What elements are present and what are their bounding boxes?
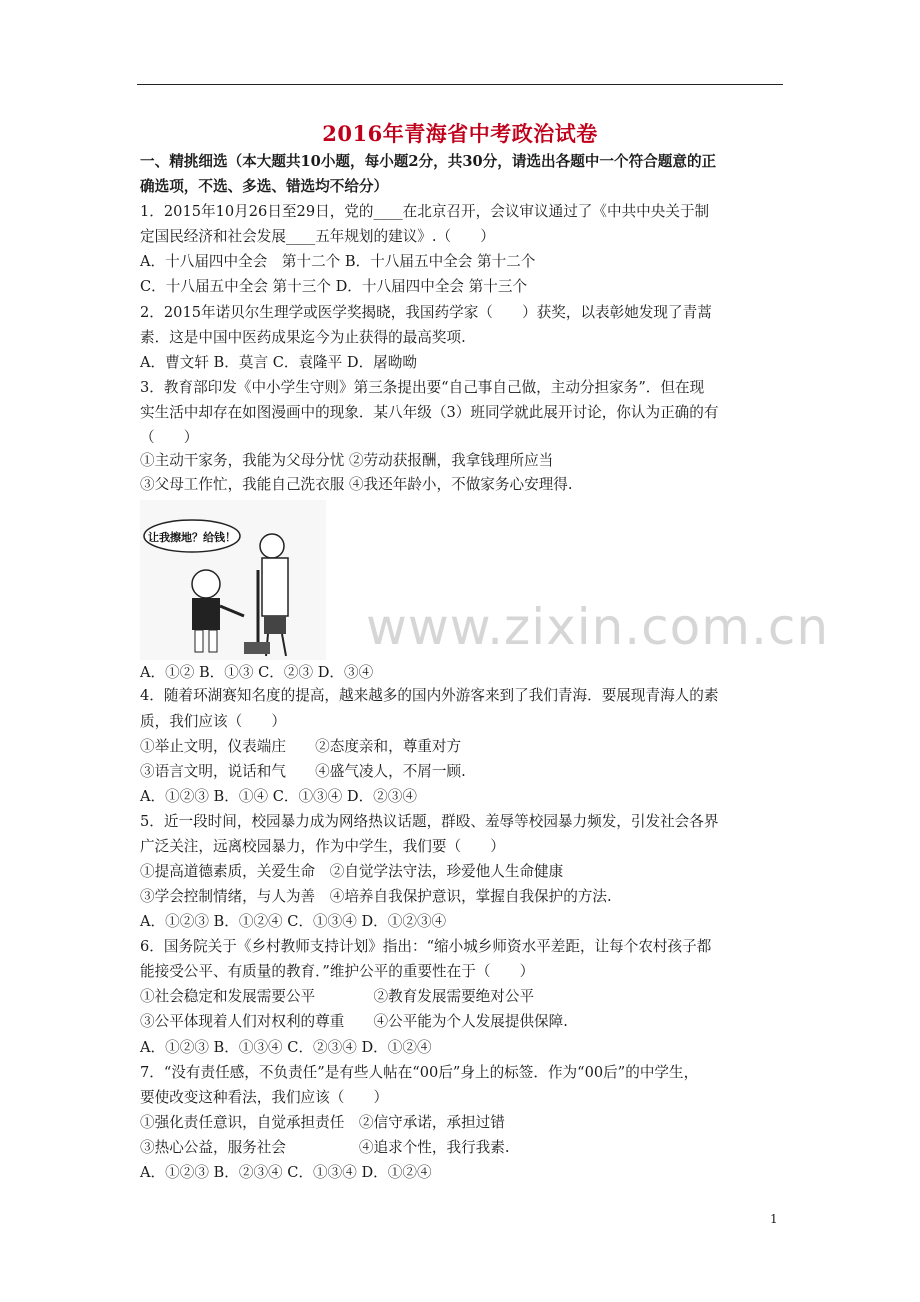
watermark: www.zixin.com.cn [366,598,830,656]
text-line: 2．2015年诺贝尔生理学或医学奖揭晓，我国药学家（ ）获奖，以表彰她发现了青蒿 [140,304,712,321]
text-line: ①举止文明，仪表端庄 ②态度亲和，尊重对方 [140,738,462,755]
text-line: A．①②③ B．①④ C．①③④ D．②③④ [140,788,417,805]
text-line: 1．2015年10月26日至29日，党的____在北京召开，会议审议通过了《中共中央关于制 [140,203,710,220]
cartoon-speech: 让我擦地？给钱！ [148,531,236,544]
text-line: ③热心公益，服务社会 ④追求个性，我行我素. [140,1139,510,1156]
text-line: ①强化责任意识，自觉承担责任 ②信守承诺，承担过错 [140,1114,505,1131]
text-line: 实生活中却存在如图漫画中的现象．某八年级（3）班同学就此展开讨论，你认为正确的有 [140,404,719,421]
text-line: 6．国务院关于《乡村教师支持计划》指出：“缩小城乡师资水平差距，让每个农村孩子都 [140,938,712,955]
text-line: A．①②③ B．①②④ C．①③④ D．①②③④ [140,913,447,930]
text-line: ①社会稳定和发展需要公平 ②教育发展需要绝对公平 [140,988,535,1005]
text-line: ③父母工作忙，我能自己洗衣服 ④我还年龄小，不做家务心安理得. [140,476,573,493]
text-line: 4．随着环湖赛知名度的提高，越来越多的国内外游客来到了我们青海．要展现青海人的素 [140,687,719,704]
text-line: （ ） [140,429,199,446]
text-line: 要使改变这种看法，我们应该（ ） [140,1089,389,1106]
text-line: 5．近一段时间，校园暴力成为网络热议话题，群殴、羞辱等校园暴力频发，引发社会各界 [140,813,719,830]
cartoon-illustration [140,500,326,660]
text-line: C．十八届五中全会 第十三个 D．十八届四中全会 第十三个 [140,278,528,295]
text-line: A．①②③ B．②③④ C．①③④ D．①②④ [140,1164,432,1181]
text-line: ③语言文明，说话和气 ④盛气凌人，不屑一顾. [140,763,466,780]
section-heading-line: 确选项，不选、多选、错选均不给分） [140,178,389,195]
text-line: ③学会控制情绪，与人为善 ④培养自我保护意识，掌握自我保护的方法. [140,888,612,905]
text-line: 能接受公平、有质量的教育．”维护公平的重要性在于（ ） [140,963,535,980]
text-line: ③公平体现着人们对权利的尊重 ④公平能为个人发展提供保障. [140,1013,568,1030]
text-line: ①提高道德素质，关爱生命 ②自觉学法守法，珍爱他人生命健康 [140,863,564,880]
text-line: 质，我们应该（ ） [140,713,286,730]
text-line: 素．这是中国中医药成果迄今为止获得的最高奖项. [140,329,466,346]
text-line: 定国民经济和社会发展____五年规划的建议》.（ ） [140,228,495,245]
text-line: ①主动干家务，我能为父母分忧 ②劳动获报酬，我拿钱理所应当 [140,452,554,469]
header-rule [137,84,783,85]
text-line: A．十八届四中全会 第十二个 B．十八届五中全会 第十二个 [140,253,536,270]
text-line: 3．教育部印发《中小学生守则》第三条提出要“自己事自己做，主动分担家务”．但在现 [140,379,705,396]
text-line: A．曹文轩 B．莫言 C．袁隆平 D．屠呦呦 [140,354,417,371]
text-line: A．①② B．①③ C．②③ D．③④ [140,664,374,681]
page-title: 2016年青海省中考政治试卷 [322,121,598,146]
text-line: 7．“没有责任感，不负责任”是有些人帖在“00后”身上的标签．作为“00后”的中学生， [140,1064,699,1081]
text-line: 广泛关注，远离校园暴力，作为中学生，我们要（ ） [140,838,505,855]
text-line: A．①②③ B．①③④ C．②③④ D．①②④ [140,1039,432,1056]
page-number: 1 [770,1212,778,1226]
section-heading-line: 一、精挑细选（本大题共10小题，每小题2分，共30分，请选出各题中一个符合题意的正 [140,153,717,170]
